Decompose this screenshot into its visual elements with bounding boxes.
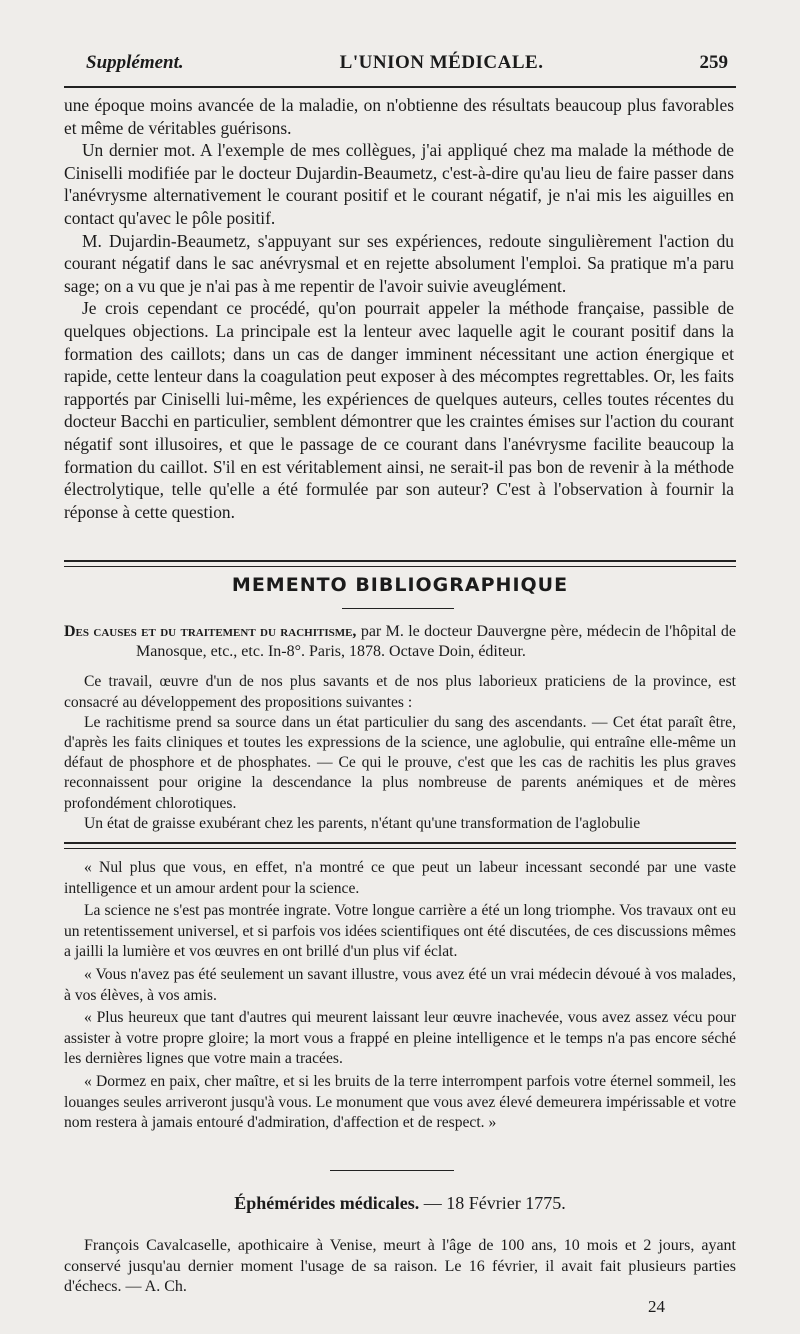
section-divider-2 bbox=[64, 842, 736, 849]
article-paragraph: une époque moins avancée de la maladie, on n'obtienne des résultats beaucoup plus favorables et même de véritables guérisons. bbox=[64, 95, 734, 138]
eulogy-paragraph: La science ne s'est pas montrée ingrate. Votre longue carrière a été un long triomphe. Vos travaux ont eu un retentissement universel, et si parfois vos idées scientifiques ont été discutées, de ces discussions mêmes a jailli la lumière et vos œuvres en ont brillé d'un plus vif éclat. bbox=[64, 902, 736, 961]
page-number: 259 bbox=[699, 52, 728, 73]
header-rule bbox=[64, 86, 736, 88]
ephemerides-text: François Cavalcaselle, apothicaire à Venise, meurt à l'âge de 100 ans, 10 mois et 2 jours, ayant conservé jusqu'au dernier moment l'usage de sa raison. Le 16 février, il avait fait plusieurs parties d'échecs. — A. Ch. bbox=[64, 1237, 736, 1296]
article-paragraph: M. Dujardin-Beaumetz, s'appuyant sur ses expériences, redoute singulièrement l'action du courant négatif dans le sac anévrysmal et en rejette absolument l'emploi. Sa pratique m'a paru sage; on a vu que je n'ai pas à me repentir de l'avoir suivie aveuglément. bbox=[64, 230, 734, 296]
book-title: Des causes et du traitement du rachitisme, bbox=[64, 623, 357, 640]
eulogy-paragraph: « Nul plus que vous, en effet, n'a montré ce que peut un labeur incessant secondé par une vaste intelligence et un amour ardent pour la science. bbox=[64, 859, 736, 897]
eulogy-section bbox=[64, 858, 736, 1136]
article-paragraph: Je crois cependant ce procédé, qu'on pourrait appeler la méthode française, passible de quelques objections. La principale est la lenteur avec laquelle agit le courant positif dans la formation des caillots; dans un cas de danger imminent nécessitant une action énergique et rapide, cette lenteur dans la coagulation peut exposer à des mécomptes regrettables. Or, les faits rapportés par Ciniselli lui-même, les expériences de quelques auteurs, celles toutes récentes du docteur Bacchi en particulier, semblent démontrer que les craintes émises sur l'action du courant négatif sont illusoires, et que le passage de ce courant dans l'anévrysme facilite beaucoup la formation du caillot. S'il en est véritablement ainsi, ne serait-il pas bon de revenir à la méthode électrolytique, telle qu'elle a été formulée par son auteur? C'est à l'observation à fournir la réponse à cette question. bbox=[64, 298, 734, 522]
book-reference bbox=[64, 622, 736, 662]
running-header bbox=[86, 52, 728, 82]
header-supplement: Supplément. bbox=[86, 52, 184, 73]
ephemerides-rule bbox=[330, 1170, 454, 1171]
book-details: par M. le docteur Dauvergne père, médecin de l'hôpital de Manosque, etc., etc. In-8°. Paris, 1878. Octave Doin, éditeur. bbox=[136, 623, 736, 661]
eulogy-paragraph: « Vous n'avez pas été seulement un savant illustre, vous avez été un vrai médecin dévoué à vos malades, à vos élèves, à vos amis. bbox=[64, 965, 736, 1004]
ephemerides-entry bbox=[64, 1236, 736, 1298]
title-underline bbox=[342, 608, 454, 609]
memento-section bbox=[64, 622, 736, 834]
memento-title: MEMENTO BIBLIOGRAPHIQUE bbox=[231, 574, 569, 596]
article-paragraph: Un dernier mot. A l'exemple de mes collègues, j'ai appliqué chez ma malade la méthode de Ciniselli modifiée par le docteur Dujardin-Beaumetz, c'est-à-dire qu'au lieu de faire passer dans l'anévrysme alternativement le courant positif et le courant négatif, je n'ai mis les aiguilles en contact qu'avec le pôle positif. bbox=[64, 140, 734, 228]
review-paragraph: Le rachitisme prend sa source dans un état particulier du sang des ascendants. — Cet état paraît être, d'après les faits cliniques et toutes les expressions de la science, une aglobulie, qui entraîne elle-même un défaut de phosphore et de phosphates. — Ce qui le prouve, c'est que les cas de rachitis les plus graves reconnaissent pour origine la descendance la plus nombreuse de parents anémiques et de mères profondément chlorotiques. bbox=[64, 713, 736, 812]
review-paragraph: Ce travail, œuvre d'un de nos plus savants et de nos plus laborieux praticiens de la province, est consacré au développement des propositions suivantes : bbox=[64, 673, 736, 711]
signature-mark: 24 bbox=[648, 1297, 665, 1316]
article-continuation bbox=[64, 94, 734, 523]
review-paragraph: Un état de graisse exubérant chez les parents, n'étant qu'une transformation de l'aglobulie bbox=[84, 814, 641, 832]
ephemerides-heading bbox=[64, 1193, 736, 1214]
eulogy-paragraph: « Dormez en paix, cher maître, et si les bruits de la terre interrompent parfois votre éternel sommeil, les louanges seules arriveront jusqu'à vous. Le monument que vous avez élevé demeurera impérissable et votre nom restera à jamais entouré d'admiration, d'affection et de respect. » bbox=[64, 1072, 736, 1132]
section-divider bbox=[64, 560, 736, 567]
ephemerides-date: — 18 Février 1775. bbox=[419, 1193, 566, 1213]
ephemerides-title: Éphémérides médicales. bbox=[234, 1193, 420, 1213]
eulogy-paragraph: « Plus heureux que tant d'autres qui meurent laissant leur œuvre inachevée, vous avez assez vécu pour assister à votre propre gloire; la mort vous a frappé en pleine intelligence et le temps n'a pas encore séché les dernières lignes que votre main a tracées. bbox=[64, 1009, 736, 1068]
header-journal-title: L'UNION MÉDICALE. bbox=[339, 52, 544, 73]
